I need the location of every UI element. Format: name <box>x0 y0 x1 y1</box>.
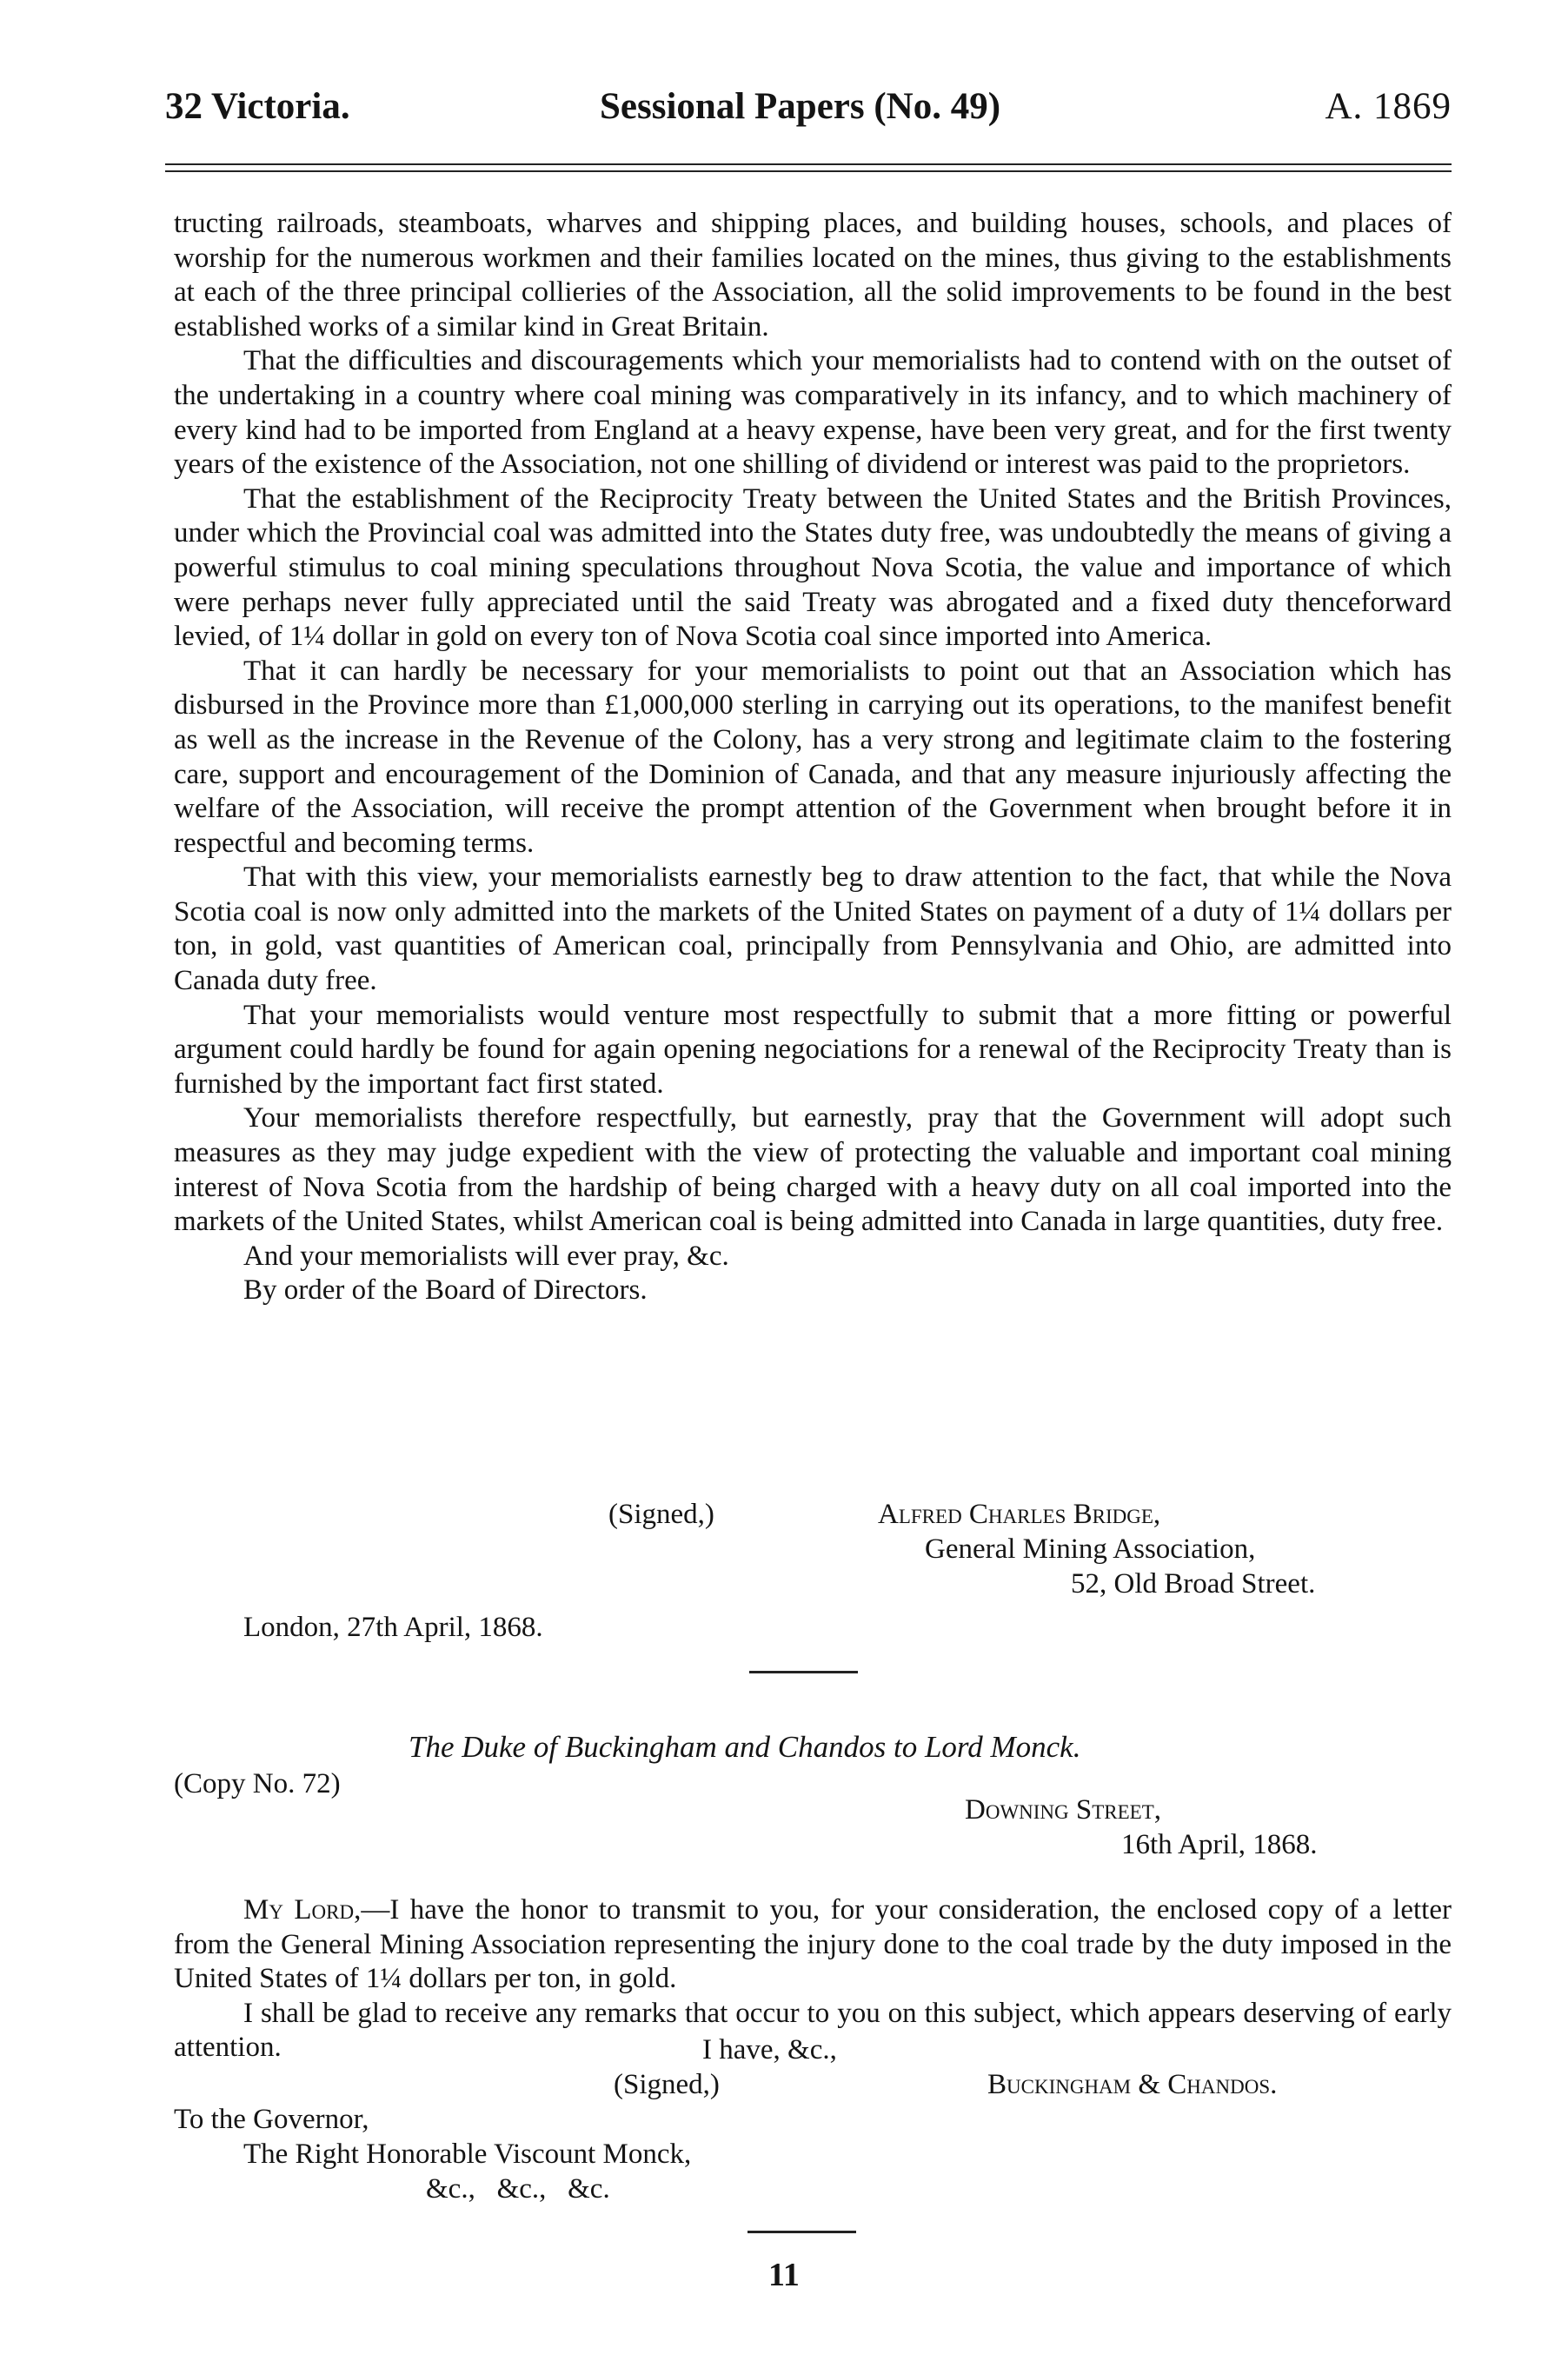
despatch-salutation: My Lord, <box>243 1894 362 1926</box>
header-rule-bottom <box>165 170 1452 172</box>
section-divider <box>749 1671 858 1673</box>
despatch-date: 16th April, 1868. <box>1121 1829 1318 1860</box>
despatch-paragraph-text: —I have the honor to transmit to you, for your consideration, the enclosed copy of a letter from the General Mining Association representing the injury done to the coal trade by the duty imposed in the United States of 1¼ dollars per ton, in gold. <box>174 1894 1452 1995</box>
page-header <box>165 85 1452 137</box>
despatch-closing: I have, &c., <box>702 2034 837 2065</box>
despatch-location: Downing Street, <box>965 1794 1162 1826</box>
memorial-paragraph: That it can hardly be necessary for your memorialists to point out that an Association which has disbursed in the Province more than £1,000,000 sterling in carrying out its operations, to the manifest benefit as well as the increase in the Revenue of the Colony, has a very strong and legitimate claim to the fostering care, support and encouragement of the Dominion of Canada, and that any measure injuriously affecting the welfare of the Association, will receive the prompt attention of the Government when brought before it in respectful and becoming terms. <box>174 655 1452 859</box>
memorial-paragraph: That with this view, your memorialists earnestly beg to draw attention to the fact, that while the Nova Scotia coal is now only admitted into the markets of the United States on payment of a duty of 1¼ dollars per ton, in gold, vast quantities of American coal, principally from Pennsylvania and Ohio, are admitted into Canada duty free. <box>174 861 1452 997</box>
despatch-signatory: Buckingham & Chandos. <box>987 2069 1278 2100</box>
memorial-body <box>174 207 1452 1308</box>
page-number: 11 <box>768 2257 800 2293</box>
memorial-signatory-name: Alfred Charles Bridge, <box>878 1499 1161 1530</box>
header-rule-top <box>165 163 1452 165</box>
memorial-paragraph: That the difficulties and discouragements which your memorialists had to contend with on the outset of the undertaking in a country where coal mining was comparatively in its infancy, and to which machinery of every kind had to be imported from England at a heavy expense, have been very great, and for the first twenty years of the existence of the Association, not one shilling of dividend or interest was paid to the proprietors. <box>174 345 1452 481</box>
despatch-addressee-etc: &c., &c., &c. <box>426 2173 610 2205</box>
header-session: 32 Victoria. <box>165 86 350 127</box>
memorial-by-order: By order of the Board of Directors. <box>243 1274 648 1307</box>
footer-divider <box>747 2231 856 2233</box>
despatch-addressee-name: The Right Honorable Viscount Monck, <box>243 2139 692 2170</box>
header-year: A. 1869 <box>1325 86 1452 127</box>
memorial-place-date: London, 27th April, 1868. <box>243 1612 543 1643</box>
header-sessional-papers: Sessional Papers (No. 49) <box>600 86 1001 127</box>
memorial-signed: (Signed,) <box>608 1499 714 1530</box>
memorial-paragraph: Your memorialists therefore respectfully, but earnestly, pray that the Government will adopt such measures as they may judge expedient with the view of protecting the valuable and important coal mining interest of Nova Scotia from the hardship of being charged with a heavy duty on all coal imported into the markets of the United States, whilst American coal is being admitted into Canada in large quantities, duty free. <box>174 1102 1452 1238</box>
despatch-paragraph <box>174 1893 1452 1997</box>
memorial-signatory-org: General Mining Association, <box>925 1533 1256 1565</box>
memorial-paragraph: And your memorialists will ever pray, &c. <box>243 1240 729 1272</box>
memorial-paragraph: That your memorialists would venture most respectfully to submit that a more fitting or powerful argument could hardly be found for again opening negociations for a renewal of the Reciprocity Treaty than is furnished by the important fact first stated. <box>174 999 1452 1100</box>
despatch-copy-number: (Copy No. 72) <box>174 1768 341 1799</box>
despatch-addressee-governor: To the Governor, <box>174 2104 369 2135</box>
despatch-title: The Duke of Buckingham and Chandos to Lord Monck. <box>409 1730 1081 1764</box>
memorial-signatory-address: 52, Old Broad Street. <box>1071 1568 1316 1600</box>
despatch-signed: (Signed,) <box>614 2069 720 2100</box>
despatch-paragraph: I shall be glad to receive any remarks that occur to you on this subject, which appears deserving of early attention. <box>174 1997 1452 2064</box>
memorial-paragraph: tructing railroads, steamboats, wharves and shipping places, and building houses, schools, and places of worship for the numerous workmen and their families located on the mines, thus giving to the establishments at each of the three principal collieries of the Association, all the solid improvements to be found in the best established works of a similar kind in Great Britain. <box>174 208 1452 343</box>
memorial-paragraph: That the establishment of the Reciprocity Treaty between the United States and the British Provinces, under which the Provincial coal was admitted into the States duty free, was undoubtedly the means of giving a powerful stimulus to coal mining speculations throughout Nova Scotia, the value and importance of which were perhaps never fully appreciated until the said Treaty was abrogated and a fixed duty thenceforward levied, of 1¼ dollar in gold on every ton of Nova Scotia coal since imported into America. <box>174 482 1452 653</box>
